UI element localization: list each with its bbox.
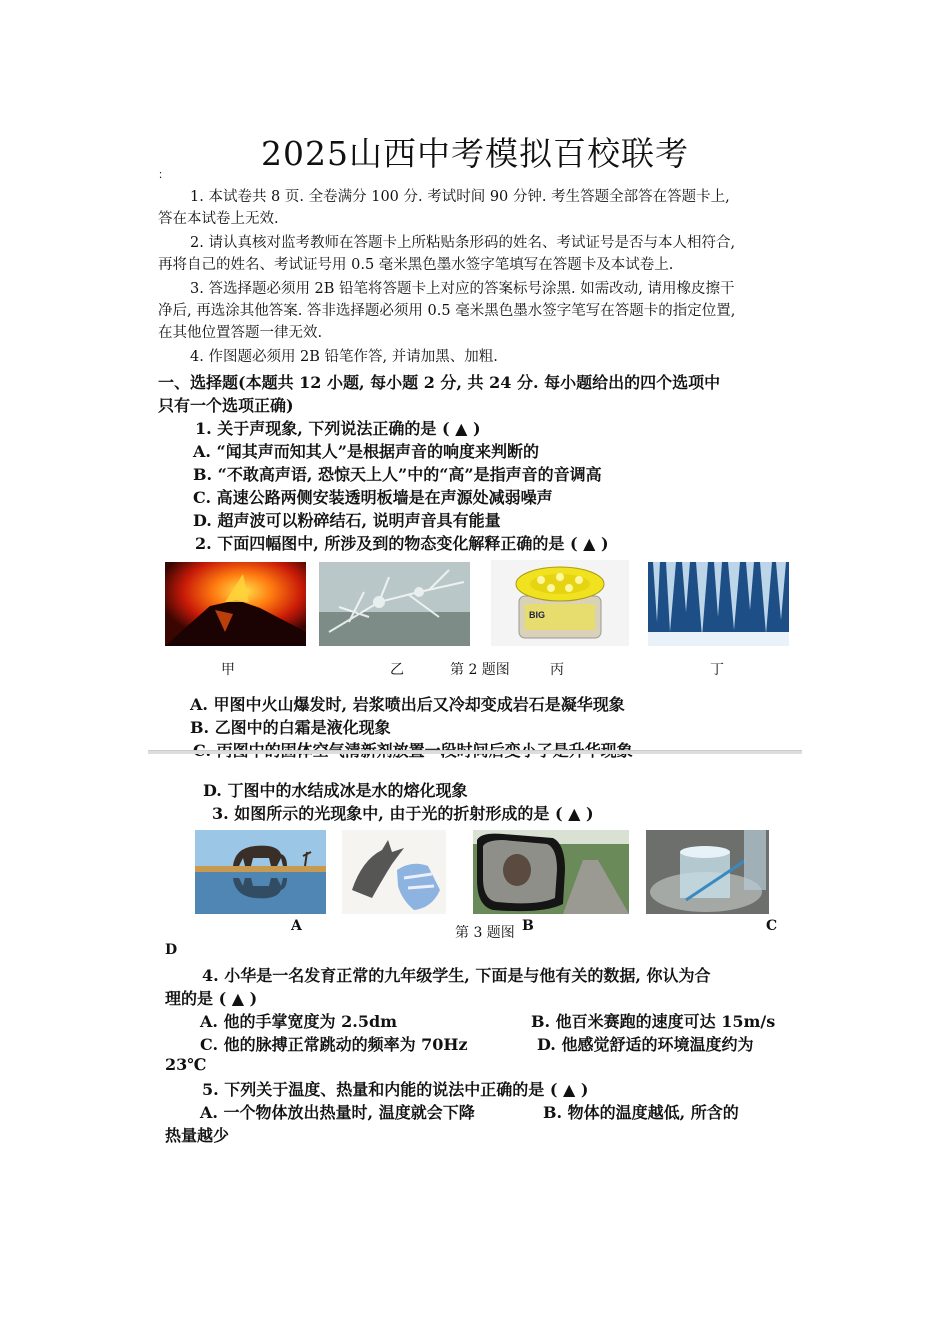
q3-label-d: D <box>165 942 178 958</box>
q4-option-a: A. 他的手掌宽度为 2.5dm <box>200 1012 398 1031</box>
q4-option-d: D. 他感觉舒适的环境温度约为 <box>537 1035 754 1054</box>
q2-label-yi: 乙 <box>390 662 404 678</box>
q5-option-a: A. 一个物体放出热量时, 温度就会下降 <box>200 1103 475 1122</box>
q1-option-a: A. “闻其声而知其人”是根据声音的响度来判断的 <box>193 442 539 461</box>
q3-label-b: B <box>522 918 534 934</box>
elephant-reflection-image <box>195 830 326 914</box>
air-freshener-image <box>491 560 629 646</box>
section-heading: 一、选择题(本题共 12 小题, 每小题 2 分, 共 24 分. 每小题给出的四个选项中 <box>158 373 721 392</box>
note-3-cont: 净后, 再选涂其他答案. 答非选择题必须用 0.5 毫米黑色墨水签字笔写在答题卡的指定位置, <box>158 303 736 319</box>
q3-figure-caption: 第 3 题图 <box>455 925 515 941</box>
note-2: 2. 请认真核对监考教师在答题卡上所粘贴条形码的姓名、考试证号是否与本人相符合, <box>190 235 736 251</box>
q2-figure-caption: 第 2 题图 <box>450 662 510 678</box>
q4-option-b: B. 他百米赛跑的速度可达 15m/s <box>531 1012 776 1031</box>
note-2-cont: 再将自己的姓名、考试证号用 0.5 毫米黑色墨水签字笔填写在答题卡及本试卷上. <box>158 257 674 273</box>
stray-mark: ： <box>158 168 169 181</box>
section-heading-cont: 只有一个选项正确) <box>158 396 294 415</box>
q3-label-c: C <box>766 918 778 934</box>
q4-option-d-cont: 23℃ <box>165 1055 207 1074</box>
side-mirror-image <box>473 830 629 914</box>
q5-stem: 5. 下列关于温度、热量和内能的说法中正确的是 ( ▲ ) <box>202 1080 589 1099</box>
q1-option-d: D. 超声波可以粉碎结石, 说明声音具有能量 <box>193 511 501 530</box>
q4-stem-cont: 理的是 ( ▲ ) <box>165 989 258 1008</box>
scan-divider <box>148 750 802 754</box>
glass-rod-image <box>646 830 769 914</box>
note-3-cont2: 在其他位置答题一律无效. <box>158 325 323 341</box>
note-1: 1. 本试卷共 8 页. 全卷满分 100 分. 考试时间 90 分钟. 考生答题全部答在答题卡上, <box>190 189 730 205</box>
volcano-image <box>165 562 306 646</box>
q1-option-c: C. 高速公路两侧安装透明板墙是在声源处减弱噪声 <box>193 488 553 507</box>
q2-option-b: B. 乙图中的白霜是液化现象 <box>190 718 391 737</box>
q4-option-c: C. 他的脉搏正常跳动的频率为 70Hz <box>200 1035 468 1054</box>
q1-option-b: B. “不敢高声语, 恐惊天上人”中的“高”是指声音的音调高 <box>193 465 602 484</box>
q2-option-d: D. 丁图中的水结成冰是水的熔化现象 <box>203 781 468 800</box>
frost-image <box>319 562 470 646</box>
q5-option-b: B. 物体的温度越低, 所含的 <box>543 1103 739 1122</box>
q4-stem: 4. 小华是一名发育正常的九年级学生, 下面是与他有关的数据, 你认为合 <box>202 966 711 985</box>
note-1-cont: 答在本试卷上无效. <box>158 211 279 227</box>
q2-label-ding: 丁 <box>710 662 724 678</box>
q5-option-b-cont: 热量越少 <box>165 1126 230 1145</box>
note-3: 3. 答选择题必须用 2B 铅笔将答题卡上对应的答案标号涂黑. 如需改动, 请用橡皮擦干 <box>190 281 735 297</box>
q3-label-a: A <box>291 918 302 934</box>
note-4: 4. 作图题必须用 2B 铅笔作答, 并请加黑、加粗. <box>190 349 498 365</box>
q2-label-bing: 丙 <box>550 662 564 678</box>
q2-stem: 2. 下面四幅图中, 所涉及到的物态变化解释正确的是 ( ▲ ) <box>195 534 609 553</box>
q2-option-a: A. 甲图中火山爆发时, 岩浆喷出后又冷却变成岩石是凝华现象 <box>190 695 625 714</box>
icicles-image <box>648 562 789 646</box>
q3-stem: 3. 如图所示的光现象中, 由于光的折射形成的是 ( ▲ ) <box>212 804 594 823</box>
q1-stem: 1. 关于声现象, 下列说法正确的是 ( ▲ ) <box>195 419 481 438</box>
can-label: BIG <box>529 610 546 620</box>
q2-label-jia: 甲 <box>221 662 235 678</box>
page-title: 2025山西中考模拟百校联考 <box>261 134 689 173</box>
hand-shadow-image <box>342 830 446 914</box>
